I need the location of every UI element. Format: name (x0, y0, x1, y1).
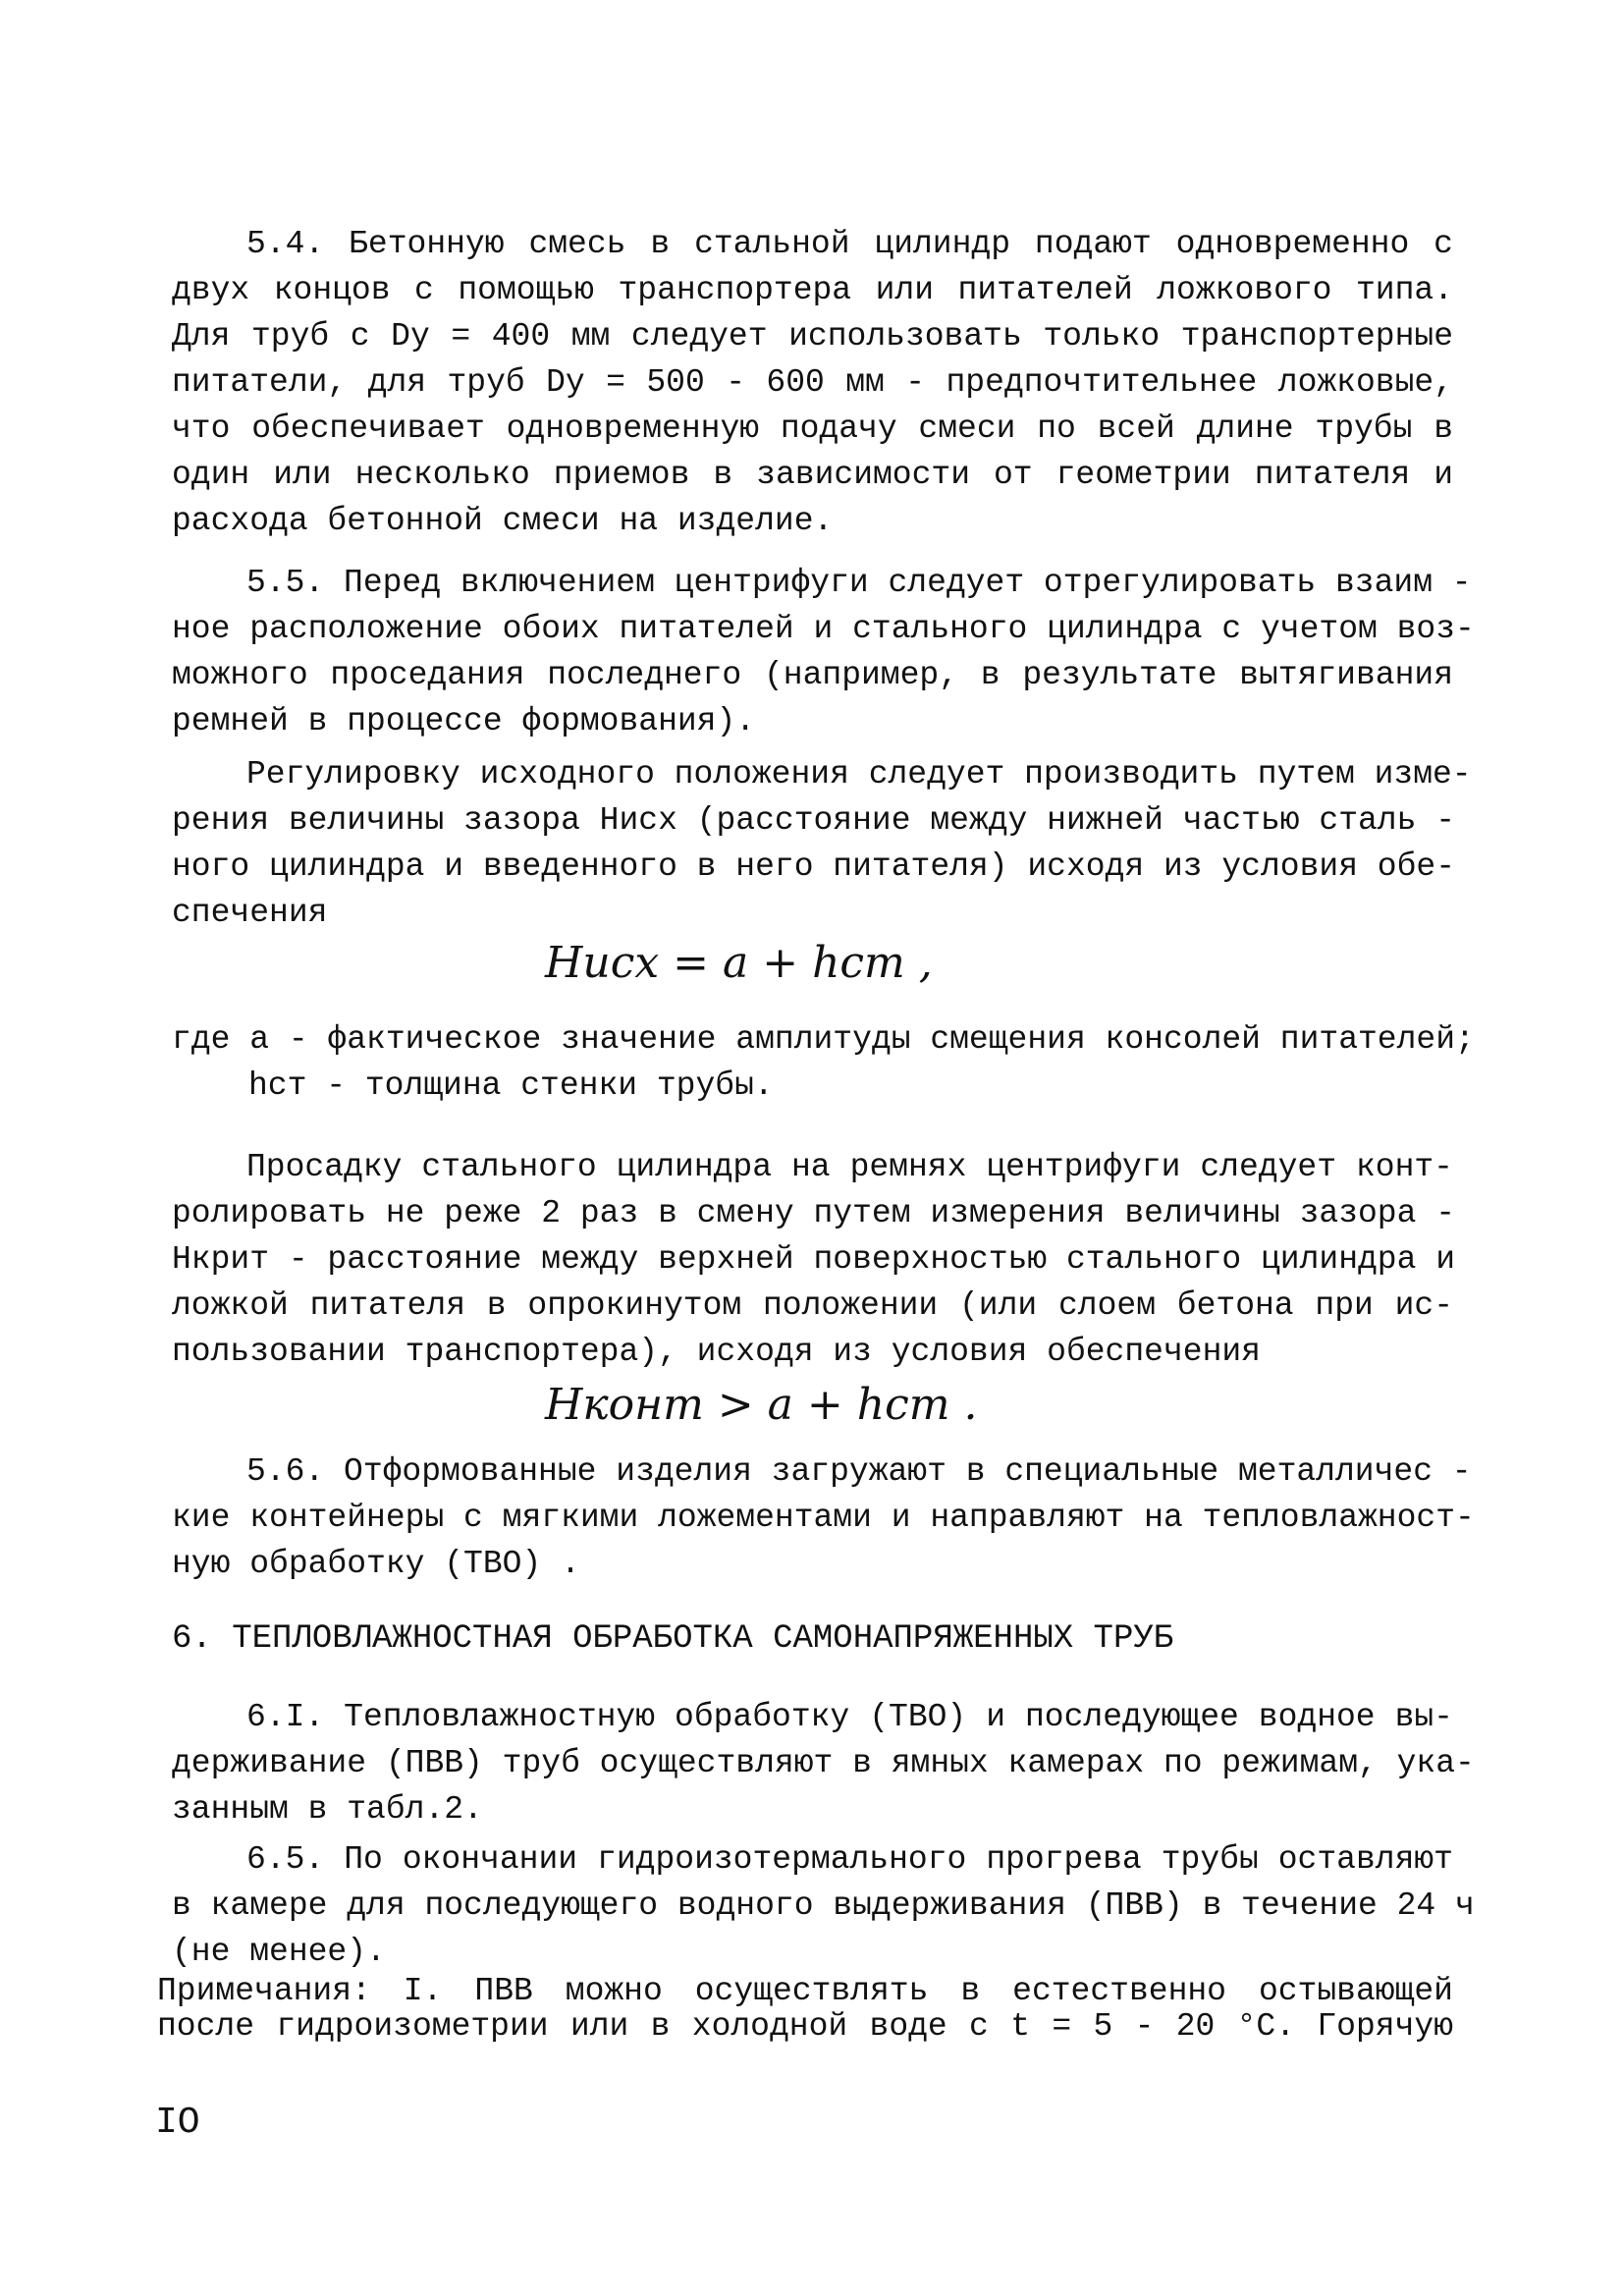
paragraph-5-5-adjustment (172, 751, 1472, 936)
text-line: что обеспечивает одновременную подачу смеси по всей длине трубы в (172, 410, 1453, 447)
text-line: занным в табл.2. (172, 1791, 483, 1828)
paragraph-5-4 (172, 221, 1453, 544)
text-line: ное расположение обоих питателей и стального цилиндра с учетом воз- (172, 611, 1475, 647)
note-line: после гидроизометрии или в холодной воде с t = 5 - 20 °C. Горячую (157, 2008, 1453, 2045)
text-line: Для труб с Dу = 400 мм следует использовать только транспортерные (172, 318, 1453, 355)
formula-h-control: Hконт > a + hст . (545, 1380, 978, 1430)
legend-a: где a - фактическое значение амплитуды смещения консолей питателей; (172, 1021, 1475, 1058)
text-line: держивание (ПВВ) труб осуществляют в ямных камерах по режимам, ука- (172, 1745, 1475, 1781)
text-line: ремней в процессе формования). (172, 703, 756, 739)
text-line: 6.5. По окончании гидроизотермального прогрева трубы оставляют (246, 1841, 1453, 1878)
legend-h: hст - толщина стенки трубы. (248, 1067, 774, 1104)
text-line: двух концов с помощью транспортера или питателей ложкового типа. (172, 272, 1453, 308)
text-line: Регулировку исходного положения следует производить путем изме- (246, 756, 1472, 793)
text-line: можного проседания последнего (например, в результате вытягивания (172, 657, 1453, 693)
paragraph-5-6 (172, 1449, 1475, 1587)
text-line: спечения (172, 895, 328, 931)
text-line: один или несколько приемов в зависимости от геометрии питателя и (172, 457, 1453, 493)
text-line: питатели, для труб Dу = 500 - 600 мм - предпочтительнее ложковые, (172, 364, 1453, 401)
paragraph-5-5 (172, 560, 1475, 744)
text-line: 5.4. Бетонную смесь в стальной цилиндр подают одновременно с (246, 226, 1453, 262)
text-line: кие контейнеры с мягкими ложементами и направляют на тепловлажност- (172, 1500, 1475, 1536)
paragraph-6-1 (172, 1694, 1475, 1832)
formula-legend (172, 1016, 1475, 1109)
text-line: 5.6. Отформованные изделия загружают в специальные металличес - (246, 1453, 1472, 1490)
section-heading-6: 6. ТЕПЛОВЛАЖНОСТНАЯ ОБРАБОТКА САМОНАПРЯЖЕННЫХ ТРУБ (172, 1620, 1174, 1658)
text-line: ную обработку (ТВО) . (172, 1546, 580, 1582)
text-line: расхода бетонной смеси на изделие. (172, 503, 834, 539)
text-line: Hкрит - расстояние между верхней поверхностью стального цилиндра и (172, 1241, 1456, 1278)
text-line: ролировать не реже 2 раз в смену путем измерения величины зазора - (172, 1195, 1456, 1231)
notes (157, 1974, 1453, 2045)
formula-h-initial: Hисх = a + hст , (545, 938, 933, 988)
text-line: пользовании транспортера), исходя из условия обеспечения (172, 1334, 1261, 1370)
text-line: ложкой питателя в опрокинутом положении (или слоем бетона при ис- (172, 1287, 1453, 1324)
text-line: 6.I. Тепловлажностную обработку (ТВО) и последующее водное вы- (246, 1699, 1453, 1735)
text-line: (не менее). (172, 1934, 386, 1970)
text-line: 5.5. Перед включением центрифуги следует отрегулировать взаим - (246, 565, 1472, 601)
paragraph-6-5 (172, 1836, 1475, 1975)
note-line: Примечания: I. ПВВ можно осуществлять в естественно остывающей (157, 1973, 1453, 2009)
text-line: рения величины зазора Hисх (расстояние между нижней частью сталь - (172, 802, 1456, 839)
page-number: IO (155, 2102, 200, 2144)
text-line: Просадку стального цилиндра на ремнях центрифуги следует конт- (246, 1149, 1453, 1185)
text-line: ного цилиндра и введенного в него питателя) исходя из условия обе- (172, 848, 1456, 885)
text-line: в камере для последующего водного выдерживания (ПВВ) в течение 24 ч (172, 1887, 1475, 1924)
paragraph-sag-control (172, 1144, 1456, 1375)
